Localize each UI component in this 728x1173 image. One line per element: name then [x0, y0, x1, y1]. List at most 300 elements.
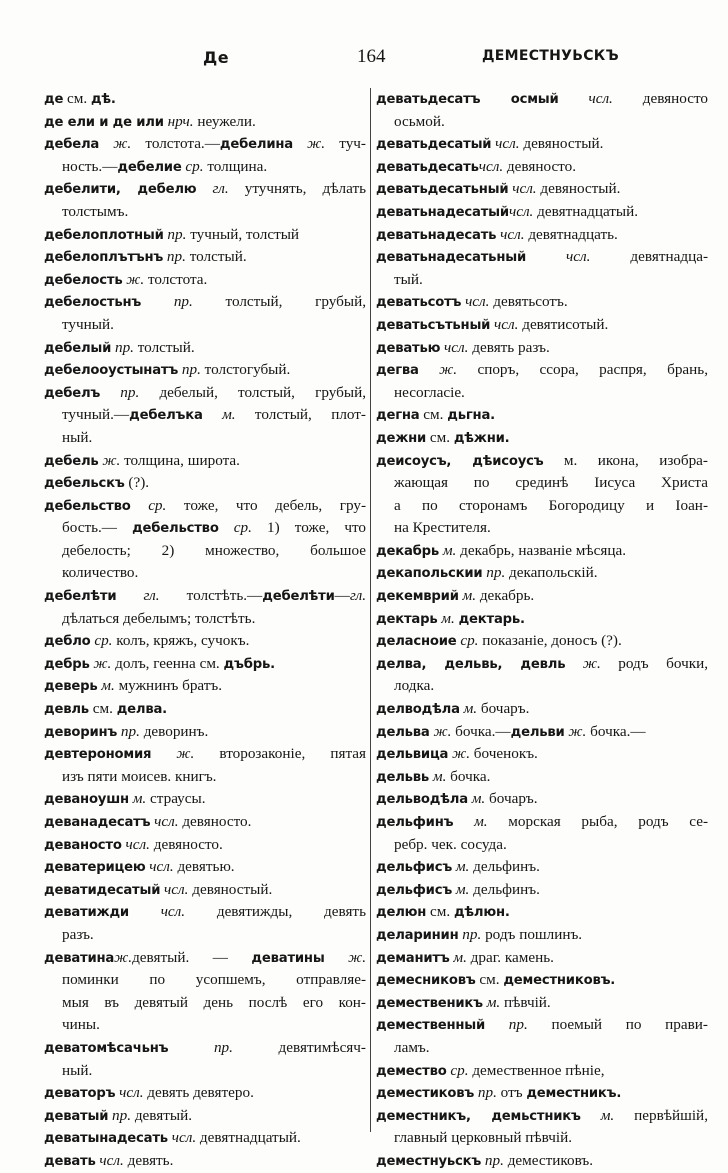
dictionary-line — [376, 1037, 708, 1060]
dictionary-line — [44, 653, 366, 676]
dictionary-line — [376, 1014, 708, 1037]
definition-text: неужели. — [193, 112, 256, 130]
headword: деватьнадесатый — [376, 204, 509, 220]
dictionary-line — [44, 382, 366, 405]
running-head-right: ДЕМЕСТНУЬСКЪ — [482, 48, 620, 64]
dictionary-line — [44, 472, 366, 495]
headword: деватьнадесать — [376, 227, 497, 243]
definition-text: чины. — [62, 1016, 100, 1034]
grammar-label: чсл. — [500, 225, 525, 243]
dictionary-line — [376, 879, 708, 902]
dictionary-line — [376, 246, 708, 269]
dictionary-line — [376, 901, 708, 924]
dictionary-line — [44, 969, 366, 992]
definition-text: родъ пошлинъ. — [481, 925, 583, 943]
definition-text: девять. — [123, 1151, 174, 1169]
dictionary-line — [376, 224, 708, 247]
definition-text — [129, 903, 161, 920]
dictionary-line — [44, 992, 366, 1015]
headword: декемврий — [376, 589, 459, 605]
dictionary-line — [44, 1127, 366, 1150]
headword: дѣ. — [90, 92, 116, 107]
dictionary-line — [44, 834, 366, 857]
dictionary-line — [44, 608, 366, 631]
grammar-label: ср. — [450, 1061, 469, 1079]
grammar-label: чсл. — [512, 180, 537, 198]
grammar-label: м. — [600, 1106, 615, 1124]
column-divider — [370, 88, 371, 1132]
definition-text: бочка.— — [451, 722, 511, 740]
headword: деватьдесатъ осмый — [376, 92, 559, 107]
definition-text: показаніе, доносъ (?). — [478, 632, 622, 650]
dictionary-line — [44, 1037, 366, 1060]
grammar-label: ж. — [176, 745, 195, 763]
dictionary-line — [44, 450, 366, 473]
dictionary-line — [44, 337, 366, 360]
definition-text: колъ, кряжъ, сучокъ. — [112, 632, 250, 650]
definition-text: количество. — [62, 564, 139, 582]
grammar-label: ж. — [307, 135, 326, 153]
definition-text: см. — [426, 428, 454, 446]
definition-text: девяностый. — [188, 880, 273, 898]
definition-text: дельфинъ. — [469, 880, 540, 898]
headword: деватомѣсачьнъ — [44, 1040, 169, 1056]
headword: деватины — [251, 950, 325, 966]
grammar-label: ср. — [233, 519, 252, 537]
definition-text: см. — [63, 90, 91, 107]
dictionary-line — [376, 924, 708, 947]
dictionary-line — [376, 743, 708, 766]
definition-text: бочка.— — [586, 722, 646, 740]
definition-text — [116, 587, 143, 604]
headword: декапольскии — [376, 566, 483, 582]
definition-text: поминки по усопшемъ, отправляе- — [62, 971, 366, 989]
headword: дебелѣти — [44, 589, 117, 605]
dictionary-line — [44, 1150, 366, 1173]
definition-text — [99, 135, 113, 152]
definition-text — [293, 135, 307, 152]
dictionary-line — [44, 879, 366, 902]
grammar-label: чсл. — [164, 880, 189, 898]
definition-text — [526, 248, 566, 265]
grammar-label: ж. — [348, 948, 366, 966]
definition-text: на Крестителя. — [394, 519, 491, 537]
definition-text — [453, 813, 474, 830]
grammar-label: пр. — [486, 564, 506, 582]
grammar-label: пр. — [173, 293, 193, 311]
headword: дельводѣла — [376, 792, 468, 808]
dictionary-line — [44, 698, 366, 721]
dictionary-line — [44, 111, 366, 134]
headword: деватью — [376, 340, 441, 356]
definition-text: девяносто. — [178, 813, 252, 830]
definition-text: а по сторонамъ Богородицу и Іоан- — [394, 496, 708, 514]
definition-text: (?). — [124, 474, 150, 492]
grammar-label: чсл. — [508, 202, 534, 220]
headword: дегна — [376, 408, 420, 424]
dictionary-line — [44, 1014, 366, 1037]
headword: деваносто — [44, 837, 122, 853]
dictionary-line — [376, 1105, 708, 1128]
headword: деисоусъ, дѣисоусъ — [376, 453, 544, 469]
dictionary-line — [376, 201, 708, 224]
headword: дебелооустынатъ — [44, 363, 179, 379]
headword: деватьсотъ — [376, 295, 462, 311]
headword: демественикъ — [376, 995, 483, 1011]
definition-text: ребр. чек. сосуда. — [394, 835, 507, 853]
definition-text: разъ. — [62, 925, 94, 943]
definition-text: бость.— — [62, 519, 133, 537]
headword: дебельство — [132, 521, 219, 537]
headword: дъбрь. — [223, 656, 275, 672]
definition-text: демественное пѣніе, — [468, 1061, 605, 1079]
headword: дебло — [44, 634, 91, 650]
definition-text: бочаръ. — [485, 790, 538, 808]
dictionary-line — [44, 947, 366, 970]
grammar-label: пр. — [484, 1151, 504, 1169]
dictionary-line — [376, 269, 708, 292]
dictionary-line — [376, 811, 708, 834]
headword: дельфисъ — [376, 860, 453, 876]
headword: дельфинъ — [376, 815, 454, 830]
page-header — [0, 46, 728, 76]
definition-text: боченокъ. — [470, 745, 538, 763]
grammar-label: чсл. — [588, 90, 613, 107]
dictionary-line — [376, 1150, 708, 1173]
definition-text — [168, 1039, 214, 1056]
headword: дебелина — [219, 137, 293, 153]
definition-text: — — [334, 587, 350, 605]
definition-text: главный церковный пѣвчій. — [394, 1129, 573, 1147]
grammar-label: нрч. — [167, 112, 194, 130]
headword: деманитъ — [376, 950, 450, 966]
grammar-label: ср. — [460, 632, 479, 650]
definition-text: мужнинъ братъ. — [114, 677, 223, 695]
running-head-left: Де — [203, 48, 230, 67]
definition-text: толстый. — [185, 248, 247, 266]
dictionary-line — [376, 1060, 708, 1083]
grammar-label: ж. — [439, 361, 458, 379]
definition-text — [100, 384, 120, 401]
dictionary-line — [376, 178, 708, 201]
definition-text: девятый. — [131, 1106, 193, 1124]
dictionary-line — [376, 472, 708, 495]
definition-text — [151, 745, 176, 762]
grammar-label: пр. — [120, 383, 140, 401]
dictionary-line — [44, 1082, 366, 1105]
grammar-label: пр. — [462, 925, 482, 943]
dictionary-line — [376, 88, 708, 111]
definition-text: см. — [419, 406, 448, 424]
dictionary-line — [44, 133, 366, 156]
headword: дежни — [376, 430, 427, 446]
definition-text: тучный, толстый — [186, 225, 300, 243]
dictionary-line — [44, 788, 366, 811]
dictionary-line — [376, 404, 708, 427]
definition-text: 1) тоже, что — [251, 519, 366, 537]
definition-text: см. — [88, 700, 117, 718]
dictionary-line — [376, 653, 708, 676]
definition-text — [196, 180, 212, 197]
dictionary-line — [44, 675, 366, 698]
definition-text: тый. — [394, 270, 423, 288]
left-column — [44, 88, 366, 1173]
grammar-label: м. — [453, 948, 467, 966]
headword: дельфисъ — [376, 882, 453, 898]
definition-text: девятнадцатый. — [196, 1129, 301, 1147]
dictionary-line — [376, 133, 708, 156]
headword: деватьдесать — [376, 159, 479, 175]
dictionary-line — [44, 540, 366, 563]
grammar-label: чсл. — [465, 293, 490, 311]
headword: дебела — [44, 137, 100, 153]
definition-text: толщина. — [203, 157, 268, 175]
right-column — [376, 88, 708, 1173]
definition-text: несогласіе. — [394, 383, 465, 401]
definition-text: см. — [426, 903, 454, 921]
dictionary-line — [376, 630, 708, 653]
definition-text: толстымъ. — [62, 202, 129, 220]
headword: деваноушн — [44, 792, 129, 808]
grammar-label: м. — [132, 790, 147, 808]
headword: девать — [44, 1153, 96, 1169]
grammar-label: ж. — [568, 722, 587, 740]
dictionary-line — [376, 608, 708, 631]
grammar-label: пр. — [167, 225, 187, 243]
grammar-label: м. — [474, 813, 488, 830]
dictionary-line — [44, 495, 366, 518]
headword: дельва — [376, 724, 430, 740]
grammar-label: ж. — [582, 654, 601, 672]
grammar-label: чсл. — [125, 835, 150, 853]
headword: дебелъка — [129, 408, 203, 424]
grammar-label: м. — [486, 993, 501, 1011]
headword: деватьдесатый — [376, 137, 492, 153]
definition-text — [325, 949, 348, 966]
grammar-label: чсл. — [119, 1084, 144, 1102]
dictionary-line — [376, 721, 708, 744]
definition-text: девятый. — — [132, 948, 252, 966]
definition-text — [581, 1107, 601, 1124]
definition-text: девятижды, девять — [185, 903, 366, 921]
headword: деватина — [44, 950, 115, 966]
dictionary-line — [44, 156, 366, 179]
grammar-label: чсл. — [494, 315, 519, 333]
headword: деларинин — [376, 927, 459, 943]
dictionary-line — [44, 721, 366, 744]
dictionary-line — [376, 1127, 708, 1150]
headword: деместиковъ — [376, 1086, 475, 1102]
headword: деватьнадесатьный — [376, 250, 527, 266]
definition-text: туч- — [325, 135, 366, 153]
definition-text: мыя въ девятый день послѣ его кон- — [62, 993, 366, 1011]
definition-text: отъ — [496, 1084, 527, 1102]
dictionary-line — [376, 314, 708, 337]
dictionary-line — [44, 404, 366, 427]
definition-text: лодка. — [394, 677, 435, 695]
headword: дебелоплотный — [44, 227, 164, 243]
dictionary-line — [44, 246, 366, 269]
headword: де — [44, 92, 64, 107]
definition-text: утучнять, дѣлать — [228, 180, 366, 198]
grammar-label: ж. — [114, 948, 133, 966]
grammar-label: чсл. — [149, 858, 174, 876]
grammar-label: м. — [471, 790, 486, 808]
grammar-label: чсл. — [444, 338, 469, 356]
headword: дебрь — [44, 656, 90, 672]
dictionary-line — [376, 675, 708, 698]
headword: дебелити, дебелю — [44, 182, 197, 198]
definition-text — [419, 361, 439, 378]
grammar-label: м. — [432, 767, 447, 785]
dictionary-line — [376, 698, 708, 721]
dictionary-line — [376, 766, 708, 789]
definition-text: морская рыба, родъ се- — [487, 813, 708, 830]
dictionary-line — [44, 630, 366, 653]
definition-text: осьмой. — [394, 112, 445, 130]
dictionary-line — [44, 1105, 366, 1128]
definition-text: ный. — [62, 428, 93, 446]
headword: деватидесатый — [44, 882, 161, 898]
dictionary-line — [376, 788, 708, 811]
grammar-label: ж. — [126, 270, 145, 288]
dictionary-line — [44, 924, 366, 947]
dictionary-line — [44, 291, 366, 314]
grammar-label: ж. — [452, 745, 470, 763]
headword: дѣжни. — [453, 430, 510, 446]
dictionary-line — [44, 517, 366, 540]
definition-text: родъ бочки, — [600, 654, 708, 672]
grammar-label: ср. — [94, 632, 113, 650]
headword: дебельство — [44, 498, 131, 514]
dictionary-line — [376, 291, 708, 314]
headword: дебелостьнъ — [44, 295, 142, 311]
definition-text: толстогубый. — [200, 361, 291, 379]
headword: дельвь — [376, 769, 430, 785]
grammar-label: чсл. — [160, 903, 186, 921]
dictionary-line — [376, 359, 708, 382]
definition-text: девяностый. — [519, 135, 604, 153]
dictionary-line — [376, 585, 708, 608]
dictionary-line — [376, 111, 708, 134]
grammar-label: гл. — [349, 587, 366, 605]
definition-text: толстый, грубый, — [192, 293, 366, 311]
dictionary-line — [44, 811, 366, 834]
dictionary-line — [376, 450, 708, 473]
definition-text: девяносто. — [503, 157, 577, 175]
definition-text: девятнадца- — [590, 248, 708, 266]
headword: деватижди — [44, 905, 129, 921]
headword: девтерономия — [44, 747, 152, 763]
dictionary-line — [44, 743, 366, 766]
definition-text: долъ, геенна см. — [111, 654, 224, 672]
headword: дебельскъ — [44, 476, 125, 492]
headword: демественный — [376, 1018, 486, 1034]
definition-text: девяносто. — [149, 835, 223, 853]
page-number: 164 — [357, 46, 386, 67]
definition-text — [485, 1016, 509, 1033]
definition-text: бочаръ. — [477, 700, 530, 718]
definition-text: поемый по прави- — [527, 1016, 708, 1034]
headword: деватый — [44, 1108, 109, 1124]
headword: демесниковъ — [376, 973, 476, 989]
definition-text: м. икона, изобра- — [543, 451, 708, 469]
headword: дебелость — [44, 272, 123, 288]
definition-text: деворинъ. — [139, 722, 209, 740]
headword: деместникъ. — [526, 1086, 622, 1102]
headword: дектарь. — [458, 611, 525, 627]
definition-text: см. — [475, 971, 504, 989]
definition-text: толстѣть.— — [159, 587, 263, 605]
definition-text: жающая по срединѣ Іисуса Христа — [394, 474, 708, 492]
grammar-label: пр. — [112, 1106, 132, 1124]
headword: дегва — [376, 363, 419, 379]
headword: дебелие — [117, 159, 182, 175]
dictionary-line — [44, 269, 366, 292]
definition-text: драг. камень. — [466, 948, 554, 966]
grammar-label: чсл. — [99, 1151, 124, 1169]
headword: дьгна. — [447, 408, 495, 424]
definition-text: ламъ. — [394, 1038, 430, 1056]
definition-text: ный. — [62, 1061, 93, 1079]
dictionary-line — [376, 427, 708, 450]
grammar-label: ж. — [113, 135, 132, 153]
definition-text: девятнадцатый. — [533, 202, 639, 220]
grammar-label: чсл. — [495, 135, 520, 153]
headword: дебелоплътънъ — [44, 250, 164, 266]
headword: деласноие — [376, 634, 457, 650]
definition-text: толстота. — [144, 270, 208, 288]
headword: дебелъ — [44, 385, 101, 401]
dictionary-line — [376, 382, 708, 405]
grammar-label: м. — [222, 406, 236, 424]
definition-text: тоже, что дебель, гру- — [166, 496, 366, 514]
definition-text: декабрь. — [476, 587, 535, 605]
headword: деворинъ — [44, 724, 118, 740]
definition-text — [219, 519, 234, 536]
headword: деванадесатъ — [44, 815, 151, 830]
definition-text: дѣлаться дебелымъ; толстѣть. — [62, 609, 256, 627]
definition-text: девятнадцать. — [524, 225, 618, 243]
headword: декабрь — [376, 543, 440, 559]
dictionary-line — [44, 766, 366, 789]
headword: деместниковъ. — [503, 973, 616, 989]
headword: дебелый — [44, 340, 112, 356]
dictionary-line — [376, 495, 708, 518]
headword: делводѣла — [376, 702, 460, 718]
dictionary-line — [44, 88, 366, 111]
grammar-label: пр. — [477, 1084, 497, 1102]
headword: де ели и де или — [44, 114, 164, 130]
grammar-label: м. — [441, 609, 455, 627]
grammar-label: ж. — [93, 654, 112, 672]
definition-text: дебелый, толстый, грубый, — [139, 383, 366, 401]
headword: демество — [376, 1063, 447, 1079]
grammar-label: м. — [463, 700, 478, 718]
grammar-label: м. — [101, 677, 115, 695]
dictionary-line — [44, 201, 366, 224]
grammar-label: м. — [442, 541, 457, 559]
grammar-label: пр. — [508, 1016, 528, 1034]
grammar-label: ж. — [102, 451, 121, 469]
headword: деваторъ — [44, 1086, 116, 1102]
dictionary-line — [44, 585, 366, 608]
dictionary-line — [44, 314, 366, 337]
definition-text: второзаконіе, пятая — [194, 745, 366, 763]
definition-text: дельфинъ. — [469, 858, 540, 876]
dictionary-line — [44, 178, 366, 201]
dictionary-line — [44, 562, 366, 585]
